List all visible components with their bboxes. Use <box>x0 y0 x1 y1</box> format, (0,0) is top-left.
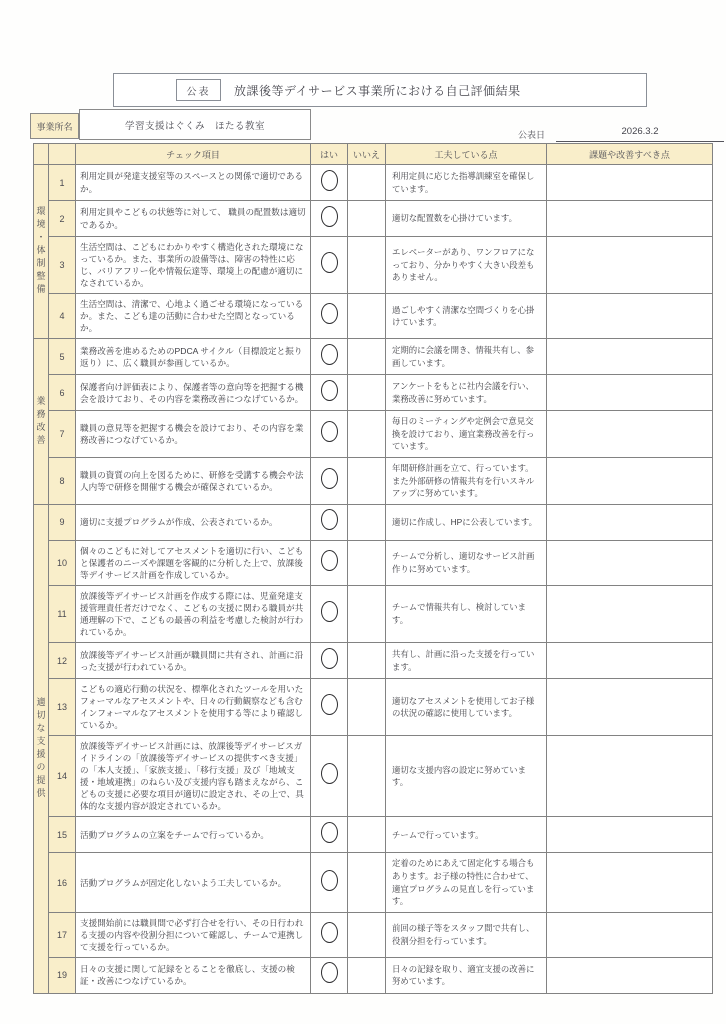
table-row <box>34 411 713 458</box>
table-row <box>34 585 713 642</box>
devised-point-text: 適切な配置数を心掛けています。 <box>386 201 547 237</box>
row-number: 19 <box>49 957 76 993</box>
header-check-item: チェック項目 <box>76 144 311 165</box>
yes-circle-mark <box>321 509 338 530</box>
header-category-cell <box>34 144 49 165</box>
yes-circle-mark <box>321 303 338 324</box>
row-number: 16 <box>49 853 76 912</box>
row-number: 15 <box>49 817 76 853</box>
check-item-text: 利用定員が発達支援室等のスペースとの関係で適切であるか。 <box>76 165 311 201</box>
row-number: 6 <box>49 375 76 411</box>
yes-circle-mark <box>321 870 338 891</box>
table-header-row <box>34 144 713 165</box>
check-item-text: こどもの適応行動の状況を、標準化されたツールを用いたフォーマルなアセスメントや、日々の行動観察なども含むインフォーマルなアセスメントを使用する等により確認しているか。 <box>76 679 311 736</box>
issues-text <box>547 201 713 237</box>
row-number: 11 <box>49 585 76 642</box>
table-row <box>34 504 713 540</box>
devised-point-text: 毎日のミーティングや定例会で意見交換を設けており、適宜業務改善を行っています。 <box>386 411 547 458</box>
no-answer-cell <box>348 957 386 993</box>
check-item-text: 放課後等デイサービス計画には、放課後等デイサービスガイドラインの「放課後等デイサービスの提供すべき支援」の「本人支援」、「家族支援」、「移行支援」及び「地域支援・地域連携」のねらい及び支援内容も踏まえながら、こどもの支援に必要な項目が適切に設定され、その上で、具体的な支援内容が設定されているか。 <box>76 736 311 817</box>
table-row <box>34 912 713 957</box>
check-item-text: 職員の意見等を把握する機会を設けており、その内容を業務改善につなげているか。 <box>76 411 311 458</box>
check-item-text: 生活空間は、清潔で、心地よく過ごせる環境になっているか。また、こども達の活動に合わせた空間となっているか。 <box>76 294 311 339</box>
yes-answer-cell <box>311 679 348 736</box>
issues-text <box>547 411 713 458</box>
check-item-text: 日々の支援に関して記録をとることを徹底し、支援の検証・改善につなげているか。 <box>76 957 311 993</box>
yes-circle-mark <box>321 822 338 843</box>
issues-text <box>547 853 713 912</box>
issues-text <box>547 817 713 853</box>
no-answer-cell <box>348 237 386 294</box>
issues-text <box>547 540 713 585</box>
issues-text <box>547 339 713 375</box>
table-row <box>34 458 713 505</box>
category-label: 適切な支援の提供 <box>34 504 49 993</box>
yes-answer-cell <box>311 912 348 957</box>
row-number: 9 <box>49 504 76 540</box>
table-row <box>34 817 713 853</box>
yes-circle-mark <box>321 763 338 784</box>
yes-answer-cell <box>311 585 348 642</box>
no-answer-cell <box>348 458 386 505</box>
devised-point-text: チームで分析し、適切なサービス計画作りに努めています。 <box>386 540 547 585</box>
header-issues: 課題や改善すべき点 <box>547 144 713 165</box>
no-answer-cell <box>348 585 386 642</box>
yes-answer-cell <box>311 853 348 912</box>
no-answer-cell <box>348 294 386 339</box>
yes-answer-cell <box>311 458 348 505</box>
row-number: 7 <box>49 411 76 458</box>
devised-point-text: 利用定員に応じた指導訓練室を確保しています。 <box>386 165 547 201</box>
yes-answer-cell <box>311 643 348 679</box>
issues-text <box>547 912 713 957</box>
yes-answer-cell <box>311 957 348 993</box>
issues-text <box>547 585 713 642</box>
no-answer-cell <box>348 817 386 853</box>
no-answer-cell <box>348 853 386 912</box>
no-answer-cell <box>348 375 386 411</box>
devised-point-text: 定期的に会議を開き、情報共有し、参画しています。 <box>386 339 547 375</box>
yes-circle-mark <box>321 601 338 622</box>
issues-text <box>547 458 713 505</box>
row-number: 1 <box>49 165 76 201</box>
title-box <box>113 73 647 107</box>
table-row <box>34 957 713 993</box>
row-number: 10 <box>49 540 76 585</box>
issues-text <box>547 679 713 736</box>
yes-answer-cell <box>311 201 348 237</box>
evaluation-table <box>33 143 713 994</box>
row-number: 17 <box>49 912 76 957</box>
devised-point-text: 定着のためにあえて固定化する場合もあります。お子様の特性に合わせて、適宜プログラムの見直しを行っています。 <box>386 853 547 912</box>
devised-point-text: 適切なアセスメントを使用してお子様の状況の確認に使用しています。 <box>386 679 547 736</box>
check-item-text: 保護者向け評価表により、保護者等の意向等を把握する機会を設けており、その内容を業務改善につなげているか。 <box>76 375 311 411</box>
devised-point-text: チームで情報共有し、検討しています。 <box>386 585 547 642</box>
row-number: 13 <box>49 679 76 736</box>
table-row <box>34 339 713 375</box>
yes-circle-mark <box>321 344 338 365</box>
no-answer-cell <box>348 411 386 458</box>
table-row <box>34 679 713 736</box>
header-devised-points: 工夫している点 <box>386 144 547 165</box>
publication-stamp: 公表 <box>176 79 221 101</box>
devised-point-text: 年間研修計画を立て、行っています。また外部研修の情報共有を行いスキルアップに努めています。 <box>386 458 547 505</box>
yes-circle-mark <box>321 206 338 227</box>
issues-text <box>547 237 713 294</box>
no-answer-cell <box>348 540 386 585</box>
yes-answer-cell <box>311 339 348 375</box>
yes-answer-cell <box>311 817 348 853</box>
check-item-text: 個々のこどもに対してアセスメントを適切に行い、こどもと保護者のニーズや課題を客観的に分析した上で、放課後等デイサービス計画を作成しているか。 <box>76 540 311 585</box>
table-row <box>34 853 713 912</box>
devised-point-text: 前回の様子等をスタッフ間で共有し、役割分担を行っています。 <box>386 912 547 957</box>
yes-circle-mark <box>321 648 338 669</box>
row-number: 14 <box>49 736 76 817</box>
table-row <box>34 736 713 817</box>
no-answer-cell <box>348 339 386 375</box>
no-answer-cell <box>348 679 386 736</box>
table-row <box>34 294 713 339</box>
issues-text <box>547 294 713 339</box>
check-item-text: 職員の資質の向上を図るために、研修を受講する機会や法人内等で研修を開催する機会が確保されているか。 <box>76 458 311 505</box>
table-row <box>34 540 713 585</box>
publication-date-value: 2026.3.2 <box>556 126 724 142</box>
row-number: 4 <box>49 294 76 339</box>
yes-circle-mark <box>321 380 338 401</box>
row-number: 8 <box>49 458 76 505</box>
table-row <box>34 165 713 201</box>
yes-circle-mark <box>321 694 338 715</box>
no-answer-cell <box>348 504 386 540</box>
check-item-text: 業務改善を進めるためのPDCA サイクル（目標設定と振り返り）に、広く職員が参画しているか。 <box>76 339 311 375</box>
yes-circle-mark <box>321 252 338 273</box>
no-answer-cell <box>348 165 386 201</box>
yes-circle-mark <box>321 922 338 943</box>
header-number-cell <box>49 144 76 165</box>
devised-point-text: 過ごしやすく清潔な空間づくりを心掛けています。 <box>386 294 547 339</box>
devised-point-text: 日々の記録を取り、適宜支援の改善に努めています。 <box>386 957 547 993</box>
row-number: 12 <box>49 643 76 679</box>
check-item-text: 放課後等デイサービス計画を作成する際には、児童発達支援管理責任者だけでなく、こどもの支援に関わる職員が共通理解の下で、こどもの最善の利益を考慮した検討が行われているか。 <box>76 585 311 642</box>
yes-circle-mark <box>321 421 338 442</box>
issues-text <box>547 643 713 679</box>
no-answer-cell <box>348 912 386 957</box>
table-row <box>34 643 713 679</box>
devised-point-text: 適切に作成し、HPに公表しています。 <box>386 504 547 540</box>
devised-point-text: エレベーターがあり、ワンフロアになっており、分かりやすく大きい段差もありません。 <box>386 237 547 294</box>
issues-text <box>547 736 713 817</box>
evaluation-table-body <box>34 165 713 994</box>
issues-text <box>547 165 713 201</box>
yes-circle-mark <box>321 550 338 571</box>
office-name-value: 学習支援はぐくみ ほたる教室 <box>79 109 311 140</box>
check-item-text: 放課後等デイサービス計画が職員間に共有され、計画に沿った支援が行われているか。 <box>76 643 311 679</box>
table-row <box>34 201 713 237</box>
issues-text <box>547 375 713 411</box>
yes-answer-cell <box>311 540 348 585</box>
table-row <box>34 237 713 294</box>
row-number: 5 <box>49 339 76 375</box>
devised-point-text: 適切な支援内容の設定に努めています。 <box>386 736 547 817</box>
header-yes: はい <box>311 144 348 165</box>
category-label: 業務改善 <box>34 339 49 505</box>
yes-answer-cell <box>311 375 348 411</box>
issues-text <box>547 957 713 993</box>
check-item-text: 活動プログラムの立案をチームで行っているか。 <box>76 817 311 853</box>
office-name-label: 事業所名 <box>30 113 79 139</box>
yes-answer-cell <box>311 165 348 201</box>
devised-point-text: アンケートをもとに社内会議を行い、業務改善に努めています。 <box>386 375 547 411</box>
issues-text <box>547 504 713 540</box>
category-label: 環境・体制整備 <box>34 165 49 339</box>
check-item-text: 活動プログラムが固定化しないよう工夫しているか。 <box>76 853 311 912</box>
yes-answer-cell <box>311 504 348 540</box>
header-no: いいえ <box>348 144 386 165</box>
row-number: 3 <box>49 237 76 294</box>
yes-circle-mark <box>321 468 338 489</box>
check-item-text: 利用定員やこどもの状態等に対して、 職員の配置数は適切であるか。 <box>76 201 311 237</box>
publication-date-label: 公表日 <box>518 130 546 140</box>
yes-circle-mark <box>321 962 338 983</box>
no-answer-cell <box>348 643 386 679</box>
yes-circle-mark <box>321 170 338 191</box>
yes-answer-cell <box>311 411 348 458</box>
devised-point-text: 共有し、計画に沿った支援を行っています。 <box>386 643 547 679</box>
page-title: 放課後等デイサービス事業所における自己評価結果 <box>234 83 521 98</box>
check-item-text: 適切に支援プログラムが作成、公表されているか。 <box>76 504 311 540</box>
table-row <box>34 375 713 411</box>
row-number: 2 <box>49 201 76 237</box>
yes-answer-cell <box>311 294 348 339</box>
no-answer-cell <box>348 736 386 817</box>
devised-point-text: チームで行っています。 <box>386 817 547 853</box>
check-item-text: 支援開始前には職員間で必ず打合せを行い、その日行われる支援の内容や役割分担について確認し、チームで連携して支援を行っているか。 <box>76 912 311 957</box>
yes-answer-cell <box>311 237 348 294</box>
no-answer-cell <box>348 201 386 237</box>
check-item-text: 生活空間は、こどもにわかりやすく構造化された環境になっているか。また、事業所の設備等は、障害の特性に応じ、バリアフリー化や情報伝達等、環境上の配慮が適切になされているか。 <box>76 237 311 294</box>
yes-answer-cell <box>311 736 348 817</box>
